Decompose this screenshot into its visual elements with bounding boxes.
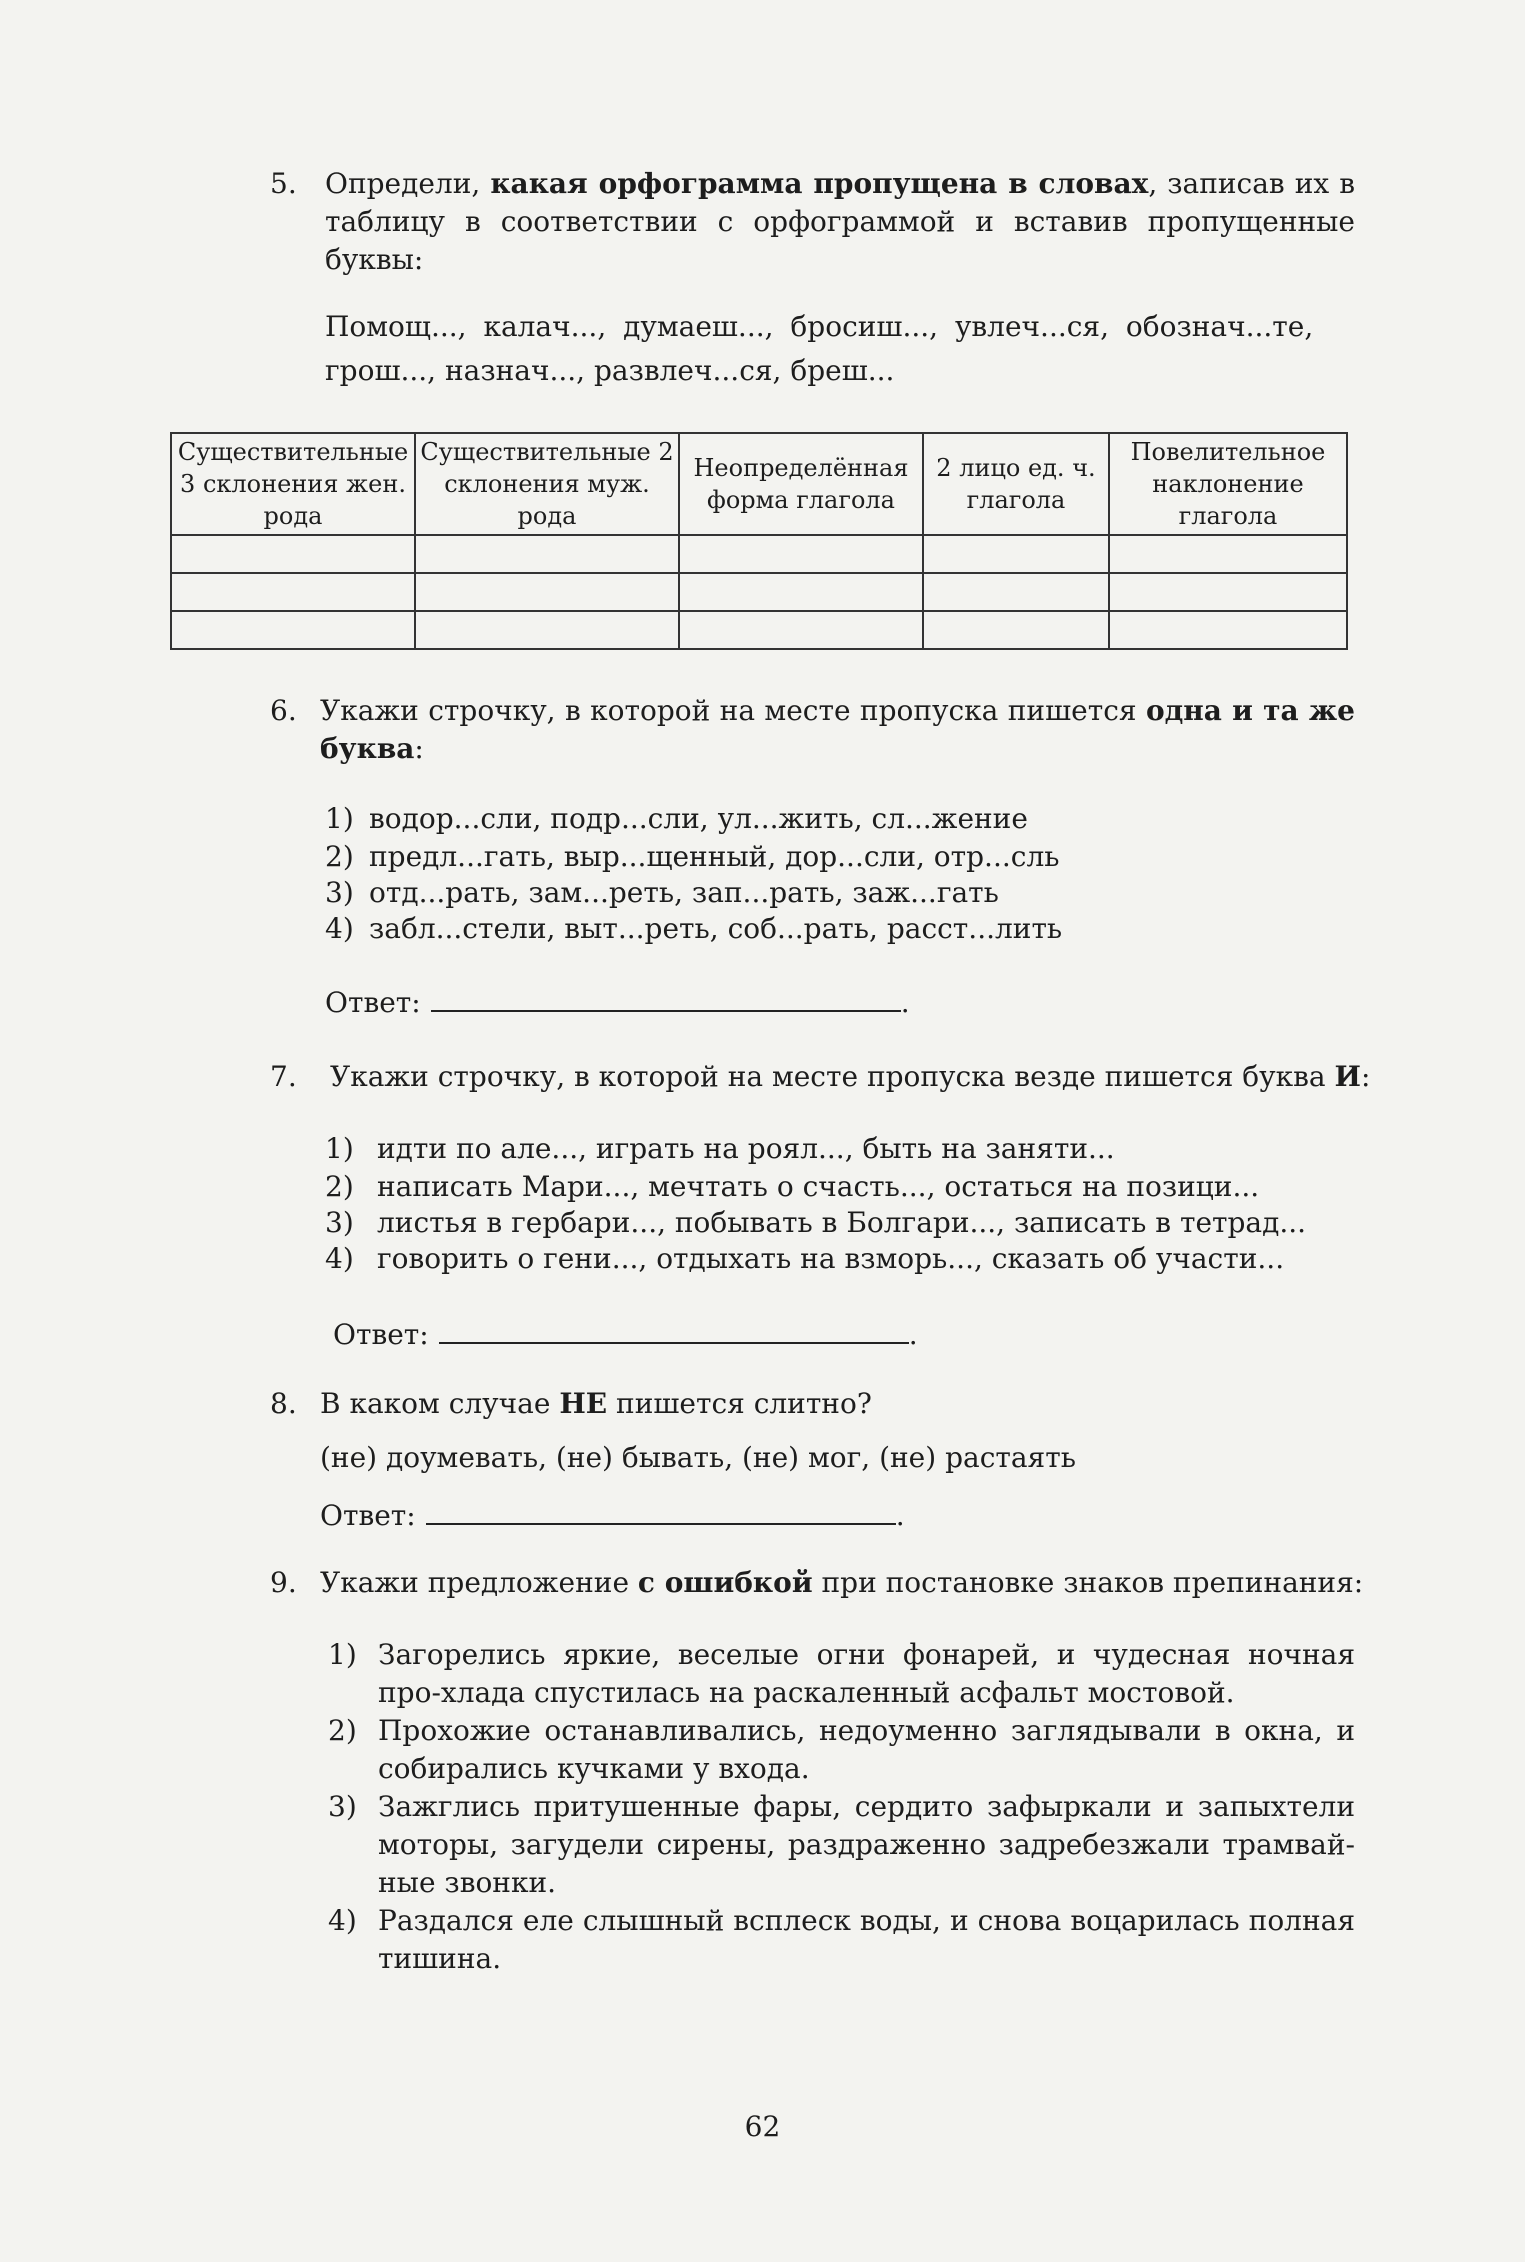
option-item[interactable]: 1) водор...сли, подр...сли, ул...жить, сл...жение (325, 802, 1028, 835)
table-cell[interactable] (171, 535, 415, 573)
option-item[interactable]: 1) Загорелись яркие, веселые огни фонарей, и чудесная ночная про-хлада спустилась на раскаленный асфальт мостовой. (328, 1638, 1355, 1709)
option-item[interactable]: 3) отд...рать, зам...реть, зап...рать, заж...гать (325, 876, 999, 909)
task-question: Укажи строчку, в которой на месте пропуска везде пишется буква И: (330, 1060, 1371, 1093)
task-number: 7. (270, 1060, 297, 1093)
table-cell[interactable] (415, 535, 679, 573)
table-cell[interactable] (923, 535, 1109, 573)
table-header: 2 лицо ед. ч. глагола (923, 433, 1109, 535)
table-cell[interactable] (171, 611, 415, 649)
answer-label: Ответ: (333, 1318, 429, 1351)
word-list (325, 305, 1355, 393)
answer-label: Ответ: (325, 986, 421, 1019)
task-number: 9. (270, 1566, 297, 1599)
answer-input-line[interactable] (431, 980, 901, 1012)
table-header: Существительные 2 склонения муж. рода (415, 433, 679, 535)
task-instruction: Определи, какая орфограмма пропущена в словах, записав их в таблицу в соответствии с орфограммой и вставив пропущенные буквы: (325, 167, 1356, 276)
answer-field: Ответ: . (320, 1493, 905, 1535)
option-item[interactable]: 4) забл...стели, выт...реть, соб...рать, расст...лить (325, 912, 1063, 945)
word-list-line: грош..., назнач..., развлеч...ся, бреш... (325, 354, 895, 387)
option-item[interactable]: 2) предл...гать, выр...щенный, дор...сли, отр...сль (325, 840, 1060, 873)
word-list: (не) доумевать, (не) бывать, (не) мог, (не) растаять (320, 1441, 1076, 1474)
table-header: Неопределённая форма глагола (679, 433, 923, 535)
option-item[interactable]: 4) Раздался еле слышный всплеск воды, и снова воцарилась полная тишина. (328, 1904, 1355, 1975)
word-list-line: Помощ..., калач..., думаеш..., бросиш..., увлеч...ся, обознач...те, (325, 310, 1314, 343)
page-number: 62 (744, 2110, 781, 2143)
orthogram-table (170, 432, 1348, 650)
task-question: В каком случае НЕ пишется слитно? (320, 1387, 872, 1420)
answer-label: Ответ: (320, 1499, 416, 1532)
table-row (171, 535, 1347, 573)
option-item[interactable]: 1) идти по але..., играть на роял..., быть на заняти... (325, 1132, 1115, 1165)
table-cell[interactable] (923, 611, 1109, 649)
table-header-row (171, 433, 1347, 535)
option-item[interactable]: 2) Прохожие останавливались, недоуменно заглядывали в окна, и собирались кучками у входа. (328, 1714, 1355, 1785)
task-question: Укажи предложение с ошибкой при постановке знаков препинания: (320, 1566, 1364, 1599)
table-cell[interactable] (923, 573, 1109, 611)
option-item[interactable]: 3) Зажглись притушенные фары, сердито зафыркали и запыхтели моторы, загудели сирены, раздраженно задребезжали трамвай-ные звонки. (328, 1790, 1355, 1899)
table-cell[interactable] (679, 611, 923, 649)
answer-input-line[interactable] (426, 1493, 896, 1525)
option-item[interactable]: 2) написать Мари..., мечтать о счасть..., остаться на позици... (325, 1170, 1260, 1203)
table-cell[interactable] (171, 573, 415, 611)
task-question: Укажи строчку, в которой на месте пропуска пишется одна и та же буква: (320, 694, 1355, 765)
task-number: 5. (270, 167, 297, 200)
table-row (171, 611, 1347, 649)
table-cell[interactable] (1109, 611, 1347, 649)
answer-input-line[interactable] (439, 1312, 909, 1344)
task-number: 8. (270, 1387, 297, 1420)
task-number: 6. (270, 694, 297, 727)
option-item[interactable]: 4) говорить о гени..., отдыхать на взморь..., сказать об участи... (325, 1242, 1285, 1275)
table-header: Существительные 3 склонения жен. рода (171, 433, 415, 535)
table-cell[interactable] (679, 535, 923, 573)
table-cell[interactable] (679, 573, 923, 611)
answer-field: Ответ: . (333, 1312, 918, 1354)
table-cell[interactable] (415, 573, 679, 611)
table-cell[interactable] (415, 611, 679, 649)
answer-field: Ответ: . (325, 980, 910, 1022)
table-row (171, 573, 1347, 611)
table-header: Повелительное наклонение глагола (1109, 433, 1347, 535)
table-cell[interactable] (1109, 535, 1347, 573)
option-item[interactable]: 3) листья в гербари..., побывать в Болгари..., записать в тетрад... (325, 1206, 1307, 1239)
table-cell[interactable] (1109, 573, 1347, 611)
